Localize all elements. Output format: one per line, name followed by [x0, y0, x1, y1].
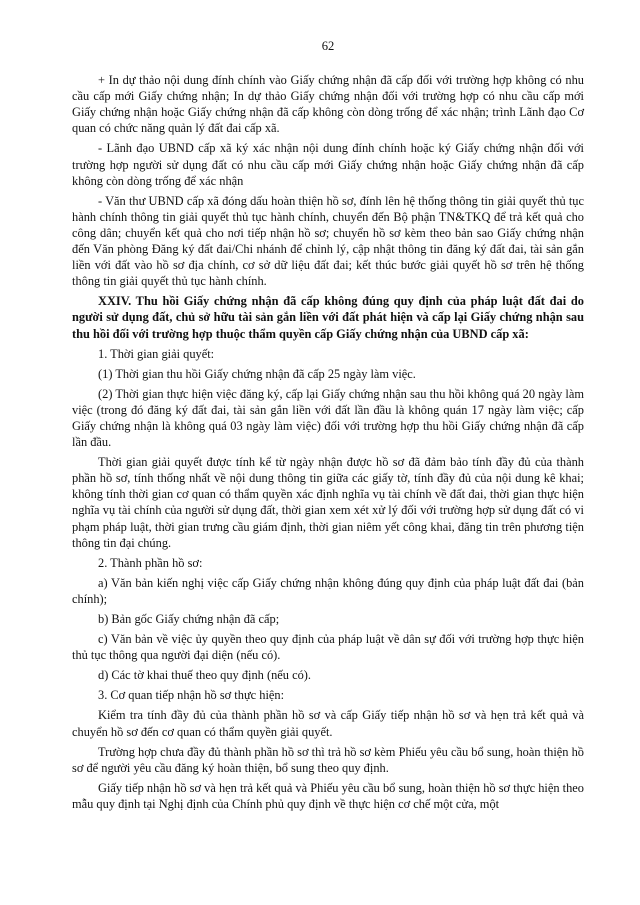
paragraph: Kiểm tra tính đầy đủ của thành phần hồ sơ và cấp Giấy tiếp nhận hồ sơ và hẹn trả kết quả và chuyển hồ sơ đến cơ quan có thẩm quyền giải quyết.	[72, 708, 584, 739]
paragraph: 2. Thành phần hồ sơ:	[98, 555, 203, 570]
paragraph: 1. Thời gian giải quyết:	[98, 346, 215, 361]
paragraph: a) Văn bản kiến nghị việc cấp Giấy chứng nhận không đúng quy định của pháp luật đất đai (bản chính);	[72, 575, 584, 606]
paragraph: Thời gian giải quyết được tính kể từ ngày nhận được hồ sơ đã đảm bảo tính đầy đủ của thành phần hồ sơ, tính thống nhất về nội dung thông tin giữa các giấy tờ, tính đầy đủ của nội dung kê khai; không tính thời gian cơ quan có thẩm quyền xác định nghĩa vụ tài chính về đất đai, thời gian thực hiện nghĩa vụ tài chính của người sử dụng đất, thời gian xem xét xử lý đối với trường hợp sử dụng đất có vi phạm pháp luật, thời gian trưng cầu giám định, thời gian niêm yết công khai, đăng tin trên phương tiện thông tin đại chúng.	[72, 455, 584, 550]
paragraph: d) Các tờ khai thuế theo quy định (nếu có).	[98, 668, 312, 683]
paragraph: - Văn thư UBND cấp xã đóng dấu hoàn thiện hồ sơ, đính lên hệ thống thông tin giải quyết thủ tục hành chính thông tin giải quyết thủ tục hành chính, chuyển đến Bộ phận TN&TKQ để trả kết quả cho công dân; chuyển kết quả cho nơi tiếp nhận hồ sơ; chuyển hồ sơ kèm theo bản sao Giấy chứng nhận đến Văn phòng Đăng ký đất đai/Chi nhánh để chỉnh lý, cập nhật thông tin đăng ký đất đai, tài sản gắn liền với đất vào hồ sơ địa chính, cơ sở dữ liệu đất đai; kết thúc bước giải quyết hồ sơ trên hệ thống thông tin giải quyết thủ tục hành chính.	[72, 193, 584, 289]
page-number: 62	[321, 39, 335, 53]
paragraph: + In dự thảo nội dung đính chính vào Giấy chứng nhận đã cấp đối với trường hợp không có nhu cầu cấp mới Giấy chứng nhận; In dự thảo Giấy chứng nhận đối với trường hợp có nhu cầu cấp mới Giấy chứng nhận hoặc Giấy chứng nhận đã cấp không còn dòng trống để xác nhận; trình Lãnh đạo Cơ quan có chức năng quản lý đất đai cấp xã.	[72, 73, 584, 136]
paragraph: Giấy tiếp nhận hồ sơ và hẹn trả kết quả và Phiếu yêu cầu bổ sung, hoàn thiện hồ sơ thực hiện theo mẫu quy định tại Nghị định của Chính phủ quy định về thực hiện cơ chế một cửa, một	[72, 780, 584, 811]
section-heading: XXIV. Thu hồi Giấy chứng nhận đã cấp không đúng quy định của pháp luật đất đai do người sử dụng đất, chủ sở hữu tài sản gắn liền với đất phát hiện và cấp lại Giấy chứng nhận sau thu hồi đối với trường hợp thuộc thẩm quyền cấp Giấy chứng nhận của UBND cấp xã:	[72, 294, 584, 341]
paragraph: 3. Cơ quan tiếp nhận hồ sơ thực hiện:	[98, 688, 285, 703]
paragraph: (2) Thời gian thực hiện việc đăng ký, cấp lại Giấy chứng nhận sau thu hồi không quá 20 ngày làm việc (trong đó đăng ký đất đai, tài sản gắn liền với đất lần đầu là không quán 17 ngày làm việc; cấp Giấy chứng nhận là không quá 03 ngày làm việc) đối với trường hợp thu hồi Giấy chứng nhận đã cấp lần đầu.	[72, 386, 584, 450]
paragraph: - Lãnh đạo UBND cấp xã ký xác nhận nội dung đính chính hoặc ký Giấy chứng nhận đối với trường hợp người sử dụng đất có nhu cầu cấp mới Giấy chứng nhận hoặc Giấy chứng nhận đã cấp không còn dòng trống để xác nhận	[72, 141, 584, 188]
paragraph: (1) Thời gian thu hồi Giấy chứng nhận đã cấp 25 ngày làm việc.	[98, 366, 416, 381]
paragraph: c) Văn bản về việc ủy quyền theo quy định của pháp luật về dân sự đối với trường hợp thực hiện thủ tục thông qua người đại diện (nếu có).	[72, 632, 584, 663]
paragraph: Trường hợp chưa đầy đủ thành phần hồ sơ thì trả hồ sơ kèm Phiếu yêu cầu bổ sung, hoàn thiện hồ sơ để người yêu cầu đăng ký hoàn thiện, bổ sung theo quy định.	[72, 744, 584, 775]
paragraph: b) Bản gốc Giấy chứng nhận đã cấp;	[98, 612, 280, 626]
